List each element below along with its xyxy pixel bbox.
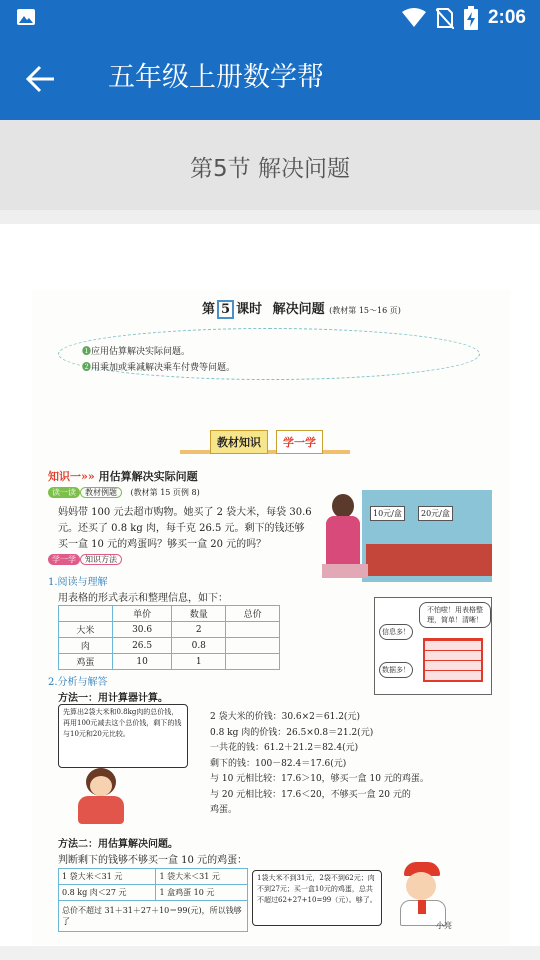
table-cell: 2	[172, 622, 226, 638]
info-header: 总价	[226, 606, 280, 622]
knowledge-heading	[48, 468, 198, 484]
study-tag	[48, 554, 122, 565]
method1-line: 2 袋大米的价钱：30.6×2＝61.2(元)	[210, 712, 360, 722]
price-sign-20: 20元/盒	[418, 506, 453, 521]
info-table-header	[59, 606, 280, 622]
table-row	[59, 901, 248, 932]
method1-line: 与 20 元相比较：17.6＜20，不够买一盒 20 元的	[210, 789, 411, 800]
table-cell: 鸡蛋	[59, 654, 113, 670]
read-tag-left: 读一读	[48, 487, 80, 498]
table-cell: 1 袋大米＜31 元	[59, 869, 156, 885]
banner-left: 教材知识	[210, 430, 268, 454]
method1-line: 一共花的钱：61.2＋21.2＝82.4(元)	[210, 743, 359, 753]
divider	[0, 210, 540, 224]
knowledge-label: 知识一»»	[48, 470, 95, 483]
method1-title: 方法一：用计算器计算。	[58, 693, 168, 704]
table-cell: 肉	[59, 638, 113, 654]
method1-line: 与 10 元相比较：17.6＞10，够买一盒 10 元的鸡蛋。	[210, 774, 429, 784]
table-row	[59, 869, 248, 885]
app-bar	[0, 36, 540, 120]
table-cell: 大米	[59, 622, 113, 638]
table-cell	[226, 622, 280, 638]
wifi-icon	[402, 8, 426, 28]
battery-charging-icon	[464, 6, 478, 30]
section-header	[0, 120, 540, 210]
price-sign-10: 10元/盒	[370, 506, 405, 521]
lesson-header	[202, 298, 401, 317]
table-cell: 1	[172, 654, 226, 670]
read-tag-ref: (教材第 15 页例 8)	[130, 488, 200, 497]
read-tag-right: 教材例题	[80, 487, 122, 498]
info-header: 单价	[112, 606, 172, 622]
method1-line: 鸡蛋。	[210, 805, 238, 815]
goal-1: ❶应用估算解决实际问题。	[82, 347, 191, 357]
read-tag	[48, 487, 200, 498]
girl-illustration	[72, 768, 132, 828]
table-cell: 1 袋大米＜31 元	[156, 869, 248, 885]
table-cell	[226, 654, 280, 670]
method2-title: 方法二：用估算解决问题。	[58, 839, 178, 850]
problem-line-2: 元。还买了 0.8 kg 肉，每千克 26.5 元。剩下的钱还够	[58, 523, 305, 534]
knowledge-title: 用估算解决实际问题	[98, 470, 198, 483]
method2-question: 判断剩下的钱够不够买一盒 10 元的鸡蛋：	[58, 855, 248, 866]
method1-steps	[210, 710, 429, 819]
table-row	[59, 885, 248, 901]
step1-heading: 1.阅读与理解	[48, 577, 108, 588]
problem-line-1: 妈妈带 100 元去超市购物。她买了 2 袋大米，每袋 30.6	[58, 507, 312, 518]
lesson-title: 解决问题	[272, 302, 325, 317]
method1-line: 剩下的钱：100－82.4＝17.6(元)	[210, 758, 347, 769]
tip-main-bubble: 不怕啦！用表格整理，简单！清晰！	[419, 602, 491, 628]
textbook-page-image	[32, 290, 510, 945]
tip-left-bubble: 信息多！	[379, 624, 413, 640]
app-title: 五年级上册数学帮	[108, 62, 324, 93]
table-cell: 10	[112, 654, 172, 670]
tip-bottom-bubble: 数据多！	[379, 662, 413, 678]
table-cell: 1 盒鸡蛋 10 元	[156, 885, 248, 901]
table-row	[59, 654, 280, 670]
no-sim-icon	[436, 7, 454, 29]
problem-line-3: 买一盒 10 元的鸡蛋吗？够买一盒 20 元的吗？	[58, 539, 267, 550]
study-tag-right: 知识方法	[80, 554, 122, 565]
banner-right: 学一学	[276, 430, 323, 454]
clock: 2:06	[487, 7, 526, 28]
bottom-strip	[0, 946, 540, 960]
estimate-table	[58, 868, 248, 932]
goal-1-text: 应用估算解决实际问题。	[91, 347, 191, 357]
info-header: 数量	[172, 606, 226, 622]
section-title: 第5节 解决问题	[190, 156, 350, 182]
lesson-suffix: 课时	[236, 302, 263, 317]
table-row	[59, 622, 280, 638]
boy-illustration	[392, 862, 452, 928]
lesson-prefix: 第	[202, 302, 216, 317]
goal-2: ❷用乘加或乘减解决乘车付费等问题。	[82, 363, 236, 373]
study-tag-left: 学一学	[48, 554, 80, 565]
lesson-ref: (教材第 15～16 页)	[329, 306, 401, 315]
method1-line: 0.8 kg 肉的价钱：26.5×0.8＝21.2(元)	[210, 727, 374, 738]
arrow-left-icon[interactable]	[24, 62, 58, 96]
table-cell: 总价不超过 31＋31＋27＋10＝99(元)，所以钱够了	[59, 901, 248, 932]
lesson-number: 5	[217, 300, 234, 319]
method2-bubble: 1袋大米不到31元，2袋不到62元；肉不到27元；买一盒10元的鸡蛋，总共不超过62+27+10=99（元）。够了。	[252, 870, 382, 926]
problem-text	[58, 505, 312, 553]
goal-2-text: 用乘加或乘减解决乘车付费等问题。	[91, 363, 236, 373]
status-bar	[0, 0, 540, 36]
table-cell: 26.5	[112, 638, 172, 654]
table-tip-illustration	[374, 597, 492, 695]
supermarket-illustration	[322, 490, 494, 582]
method1-bubble: 先算出2袋大米和0.8kg肉的总价钱，再用100元减去这个总价钱，剩下的钱与10元和20元比较。	[58, 704, 188, 768]
step1-text: 用表格的形式表示和整理信息，如下：	[58, 593, 228, 604]
table-row	[59, 638, 280, 654]
image-icon	[16, 8, 36, 26]
info-header	[59, 606, 113, 622]
step2-heading: 2.分析与解答	[48, 677, 108, 688]
kid-name: 小亮	[436, 921, 452, 930]
table-cell: 0.8	[172, 638, 226, 654]
info-table	[58, 605, 280, 670]
table-cell: 0.8 kg 肉＜27 元	[59, 885, 156, 901]
table-cell	[226, 638, 280, 654]
table-cell: 30.6	[112, 622, 172, 638]
content-page	[0, 224, 540, 946]
